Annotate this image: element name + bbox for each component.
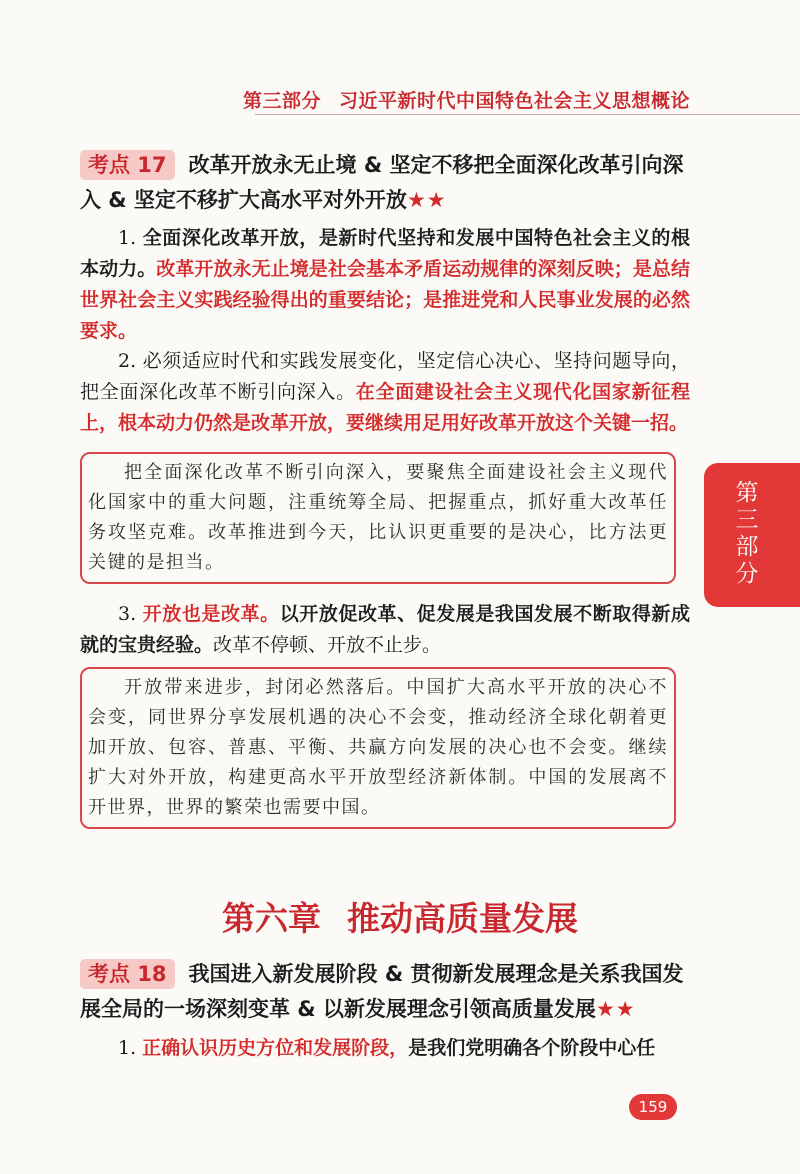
header-rule <box>255 114 800 115</box>
item-number: 2. <box>118 350 143 372</box>
running-header <box>240 86 690 113</box>
star-rating: ★★ <box>595 997 636 1021</box>
header-part: 第三部分 <box>242 90 321 112</box>
bold-text: 全面深化改革开放，是新时代坚持和发展中国特色社会主义的根本动力。 <box>80 227 690 280</box>
highlight-text: 正确认识历史方位和发展阶段， <box>142 1037 409 1059</box>
chapter-name: 推动高质量发展 <box>347 899 578 938</box>
key-point-badge: 考点 17 <box>80 150 175 180</box>
quote-text: 开放带来进步，封闭必然落后。中国扩大高水平开放的决心不会变，同世界分享发展机遇的决心不会变，推动经济全球化朝着更加开放、包容、普惠、平衡、共赢方向发展的决心也不会变。继续扩大对外开放，构建更高水平开放型经济新体制。中国的发展离不开世界，世界的繁荣也需要中国。 <box>88 677 668 818</box>
side-tab-label: 第三部分 <box>735 480 759 587</box>
key-point-title: 我国进入新发展阶段 & 贯彻新发展理念是关系我国发展全局的一场深刻变革 & 以新发展理念引领高质量发展 <box>80 962 684 1021</box>
item-number: 1. <box>118 1037 143 1059</box>
item-number: 1. <box>118 227 143 249</box>
highlight-text: 改革开放永无止境是社会基本矛盾运动规律的深刻反映；是总结世界社会主义实践经验得出的重要结论；是推进党和人民事业发展的必然要求。 <box>80 258 690 342</box>
plain-text: 改革不停顿、开放不止步。 <box>213 634 442 656</box>
chapter-title <box>0 893 800 940</box>
key-point-17-heading <box>80 148 690 218</box>
paragraph-4 <box>80 1033 690 1064</box>
key-point-title: 改革开放永无止境 & 坚定不移把全面深化改革引向深入 & 坚定不移扩大高水平对外开放 <box>80 153 684 212</box>
star-rating: ★★ <box>406 188 447 212</box>
item-number: 3. <box>118 603 143 625</box>
paragraph-1 <box>80 223 690 347</box>
quote-box-2 <box>80 667 676 829</box>
paragraph-3 <box>80 599 690 661</box>
highlight-text: 开放也是改革。 <box>142 603 280 625</box>
key-point-18-heading <box>80 957 690 1027</box>
key-point-badge: 考点 18 <box>80 959 175 989</box>
bold-text: 是我们党明确各个阶段中心任 <box>408 1037 656 1059</box>
paragraph-2 <box>80 346 690 439</box>
quote-text: 把全面深化改革不断引向深入，要聚焦全面建设社会主义现代化国家中的重大问题，注重统筹全局、把握重点，抓好重大改革任务攻坚克难。改革推进到今天，比认识更重要的是决心，比方法更关键的是担当。 <box>88 462 668 573</box>
highlight-text: 在全面建设社会主义现代化国家新征程上，根本动力仍然是改革开放，要继续用足用好改革开放这个关键一招。 <box>80 381 690 434</box>
chapter-number: 第六章 <box>222 899 321 938</box>
quote-box-1 <box>80 452 676 584</box>
plain-text: 必须适应时代和实践发展变化，坚定信心决心、坚持问题导向，把全面深化改革不断引向深入。 <box>80 350 690 403</box>
bold-text: 以开放促改革、促发展是我国发展不断取得新成就的宝贵经验。 <box>80 603 690 656</box>
header-title: 习近平新时代中国特色社会主义思想概论 <box>338 90 690 112</box>
page-number: 159 <box>629 1094 677 1120</box>
